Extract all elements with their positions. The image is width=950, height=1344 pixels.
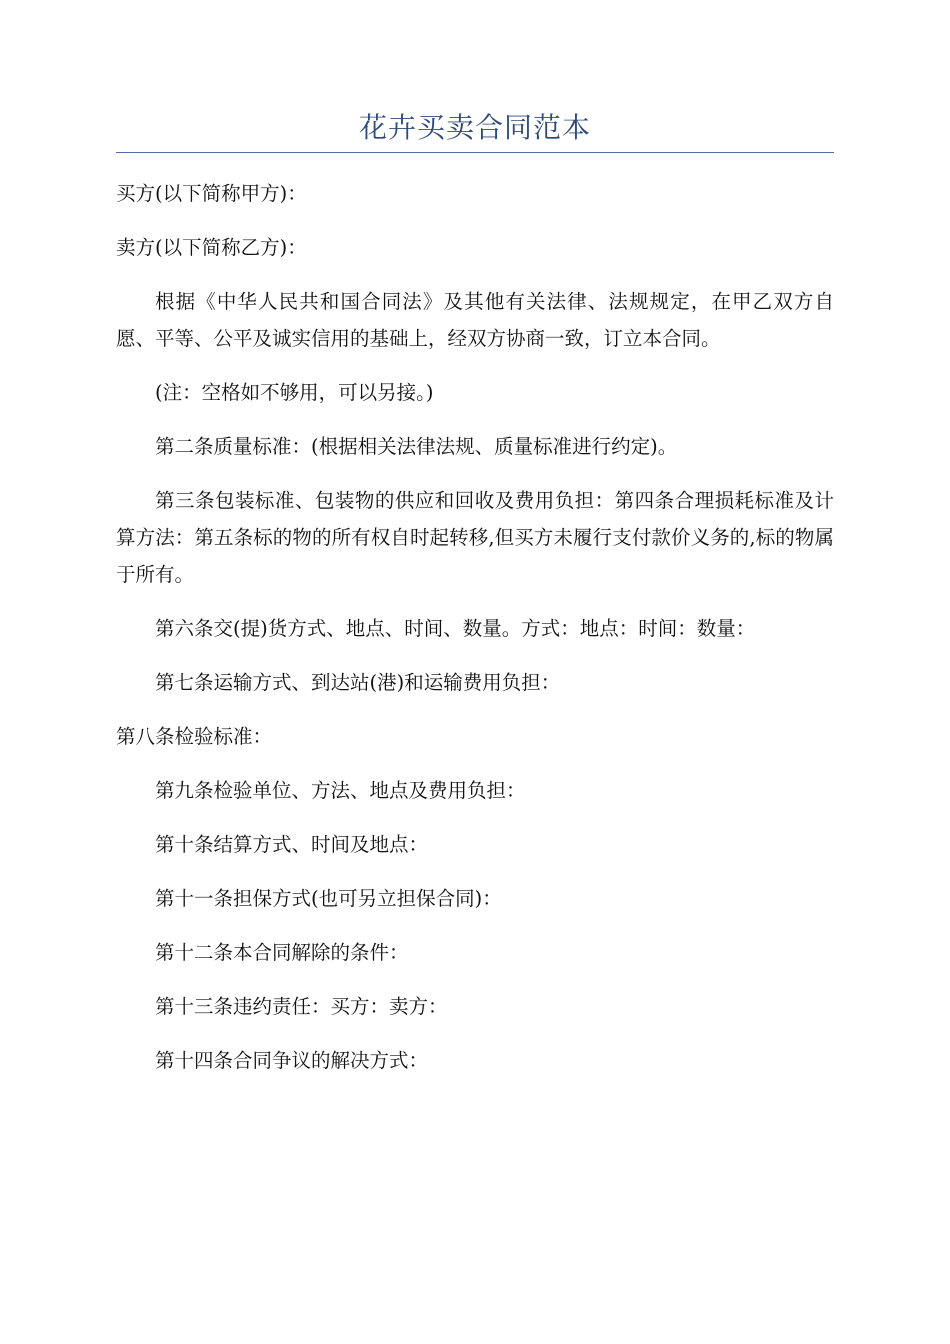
paragraph-article-13: 第十三条违约责任：买方：卖方： [155,995,448,1018]
paragraph-article-2: 第二条质量标准：(根据相关法律法规、质量标准进行约定)。 [155,435,678,458]
paragraph-article-11: 第十一条担保方式(也可另立担保合同)： [155,887,502,910]
paragraph-article-9: 第九条检验单位、方法、地点及费用负担： [155,779,526,802]
paragraph-note: (注：空格如不够用，可以另接。) [155,381,434,404]
paragraph-article-12: 第十二条本合同解除的条件： [155,941,409,964]
paragraph-article-14: 第十四条合同争议的解决方式： [155,1049,429,1072]
paragraph-article-10: 第十条结算方式、时间及地点： [155,833,429,856]
paragraph-seller: 卖方(以下简称乙方)： [116,236,307,259]
document-page [116,108,834,1096]
paragraph-buyer: 买方(以下简称甲方)： [116,182,307,205]
paragraph-article-7: 第七条运输方式、到达站(港)和运输费用负担： [155,671,561,694]
document-title: 花卉买卖合同范本 [358,111,591,144]
paragraph-preamble: 根据《中华人民共和国合同法》及其他有关法律、法规规定，在甲乙双方自愿、平等、公平及诚实信用的基础上，经双方协商一致，订立本合同。 [116,290,834,350]
paragraph-article-3-5: 第三条包装标准、包装物的供应和回收及费用负担：第四条合理损耗标准及计算方法：第五条标的物的所有权自时起转移,但买方未履行支付款价义务的,标的物属于所有。 [116,489,834,586]
paragraph-article-6: 第六条交(提)货方式、地点、时间、数量。方式：地点：时间：数量： [155,617,756,640]
paragraph-article-8: 第八条检验标准： [116,725,273,748]
title-underline [116,152,834,153]
